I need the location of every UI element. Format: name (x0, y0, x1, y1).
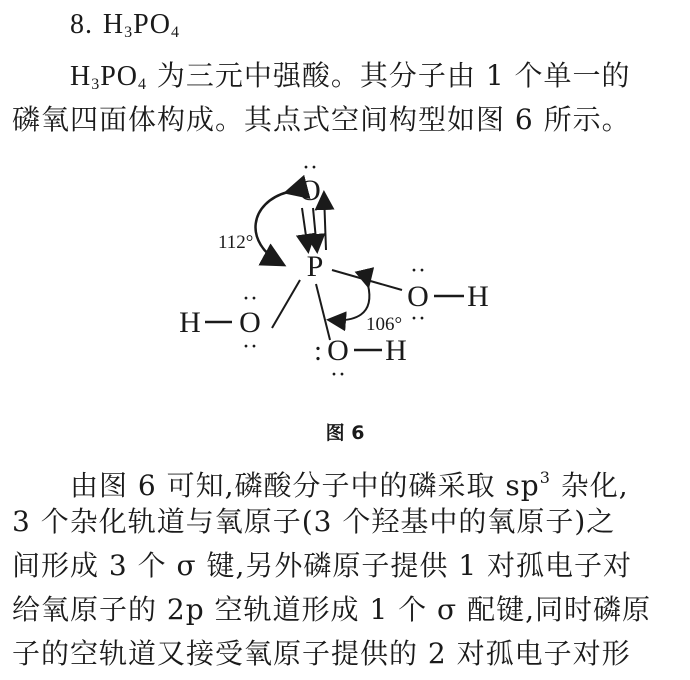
atom-h-left: H (179, 306, 201, 339)
angle-label-106: 106° (366, 314, 403, 335)
atom-o-right: O (407, 280, 429, 313)
atom-h-right: H (467, 280, 489, 313)
heading-number: 8. (70, 9, 93, 40)
intro-formula: $H_3PO_4$ (70, 61, 148, 93)
bond-arrow-down-2 (313, 208, 317, 250)
o-left-lone-pair-bottom: ·· (242, 334, 258, 360)
angle-label-112: 112° (218, 232, 254, 253)
body-line-5: 子的空轨道又接受氧原子提供的 2 对孤电子对形 (12, 637, 631, 670)
o-bottom-lone-pair: ·· (330, 362, 346, 388)
atom-o-left: O (239, 306, 261, 339)
o-top-lone-pair: ·· (302, 160, 318, 181)
bond-p-o-right (332, 270, 402, 290)
bond-p-o-bottom (316, 284, 330, 340)
intro-line-1: $H_3PO_4$ 为三元中强酸。其分子由 1 个单一的 (70, 59, 631, 93)
o-left-lone-pair-top: ·· (242, 286, 258, 312)
body-line-2: 3 个杂化轨道与氧原子(3 个羟基中的氧原子)之 (12, 505, 616, 538)
phosphoric-acid-structure-diagram (150, 160, 550, 410)
body-line-1: 由图 6 可知,磷酸分子中的磷采取 $sp^3$ 杂化, (70, 468, 629, 502)
bond-arrow-up (324, 194, 326, 250)
atom-h-bottom: H (385, 334, 407, 367)
bond-arrow-down-1 (302, 208, 308, 250)
intro-line-2: 磷氧四面体构成。其点式空间构型如图 6 所示。 (12, 103, 631, 136)
section-heading (70, 4, 690, 53)
atom-p: P (306, 250, 324, 283)
body-line-3: 间形成 3 个 σ 键,另外磷原子提供 1 对孤电子对 (12, 549, 633, 582)
angle-arc-top (256, 192, 288, 264)
o-right-lone-pair-top: ·· (410, 258, 426, 284)
angle-arc-bottom (330, 285, 369, 320)
o-bottom-colon: : (314, 336, 322, 367)
body-line-4: 给氧原子的 2p 空轨道形成 1 个 σ 配键,同时磷原 (12, 593, 651, 626)
atom-o-bottom: O (327, 334, 349, 367)
figure-caption: 图 6 (325, 422, 365, 444)
heading-formula: $H_3PO_4$ (102, 9, 180, 41)
atom-o-top: O (299, 174, 321, 207)
bond-p-o-left (272, 280, 300, 328)
o-right-lone-pair-bottom: ·· (410, 306, 426, 332)
